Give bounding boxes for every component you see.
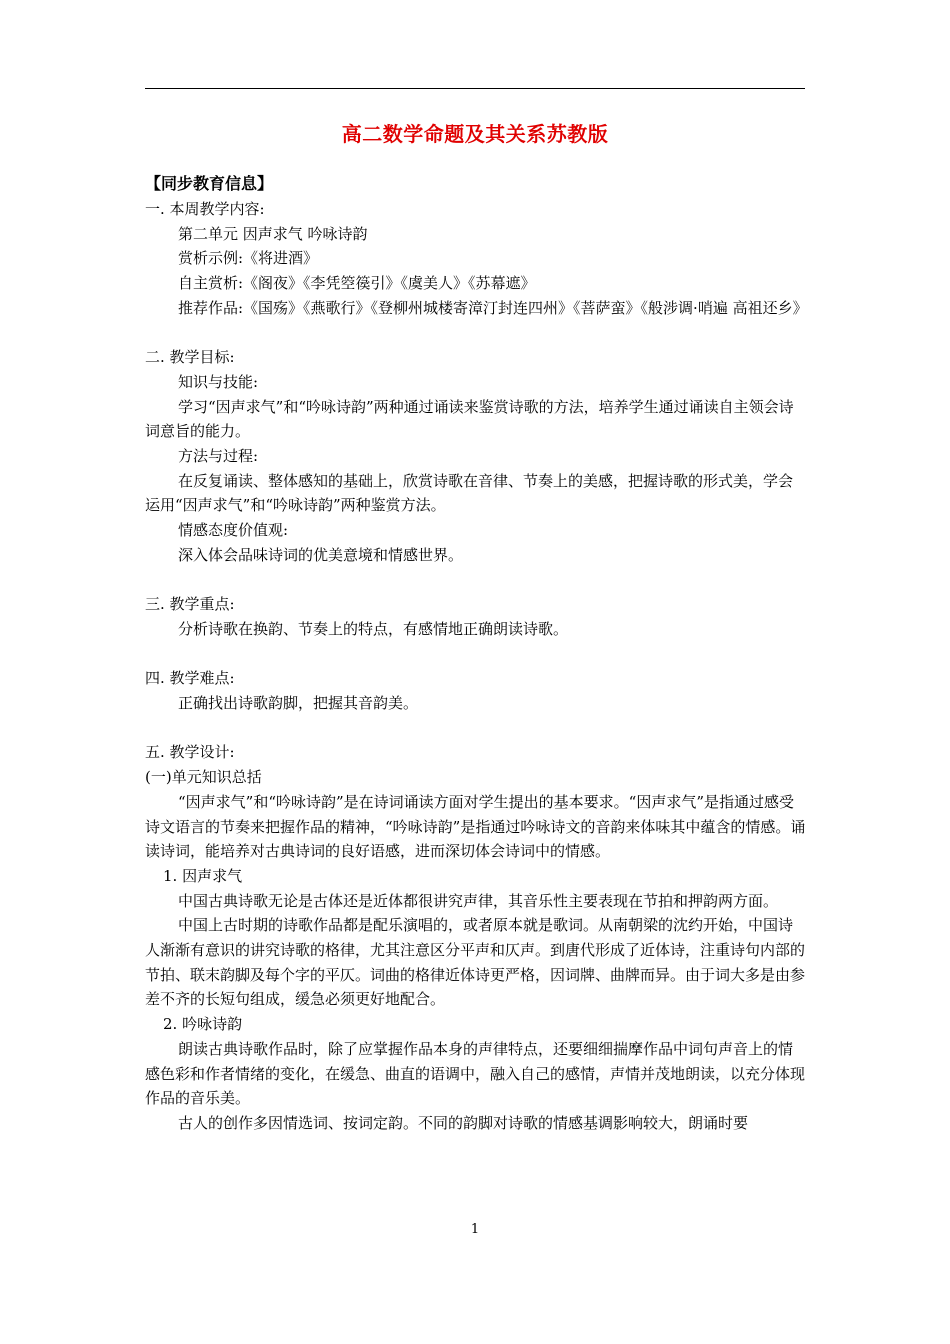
- emotion-label: 情感态度价值观:: [178, 521, 289, 540]
- section-1-heading: 一. 本周教学内容:: [145, 200, 265, 218]
- point-1-label: 1. 因声求气: [163, 866, 243, 885]
- method-text: 在反复诵读、整体感知的基础上，欣赏诗歌在音律、节奏上的美感，把握诗歌的形式美，学会运用“因声求气”和“吟咏诗韵”两种鉴赏方法。: [145, 471, 794, 515]
- sync-header: 【同步教育信息】: [145, 174, 274, 193]
- page-number: 1: [470, 1222, 480, 1237]
- header-rule: [145, 88, 805, 89]
- key-points-text: 分析诗歌在换韵、节奏上的特点，有感情地正确朗读诗歌。: [178, 619, 569, 638]
- knowledge-text: 学习“因声求气”和“吟咏诗韵”两种通过诵读来鉴赏诗歌的方法，培养学生通过诵读自主领会诗词意旨的能力。: [145, 397, 794, 441]
- subsection-1-heading: (一)单元知识总括: [145, 768, 262, 787]
- point-1-paragraph-a: 中国古典诗歌无论是古体还是近体都很讲究声律，其音乐性主要表现在节拍和押韵两方面。: [178, 891, 779, 910]
- document-title: 高二数学命题及其关系苏教版: [341, 122, 609, 146]
- unit-line: 第二单元 因声求气 吟咏诗韵: [178, 224, 368, 243]
- point-2-paragraph-b: 古人的创作多因情选词、按词定韵。不同的韵脚对诗歌的情感基调影响较大，朗诵时要: [178, 1113, 749, 1132]
- section-3-heading: 三. 教学重点:: [145, 595, 235, 614]
- self-study-line: 自主赏析:《阁夜》《李凭箜篌引》《虞美人》《苏幕遮》: [178, 274, 536, 293]
- method-label: 方法与过程:: [178, 447, 259, 466]
- recommend-line: 推荐作品:《国殇》《燕歌行》《登柳州城楼寄漳汀封连四州》《菩萨蛮》《般涉调·哨遍 高祖还乡》: [178, 298, 808, 317]
- example-line: 赏析示例:《将进酒》: [178, 249, 319, 268]
- knowledge-label: 知识与技能:: [178, 372, 259, 391]
- section-2-heading: 二. 教学目标:: [145, 348, 235, 367]
- point-2-label: 2. 吟咏诗韵: [163, 1015, 243, 1034]
- emotion-text: 深入体会品味诗词的优美意境和情感世界。: [178, 545, 464, 564]
- document-body: [145, 170, 807, 1136]
- intro-paragraph: “因声求气”和“吟咏诗韵”是在诗词诵读方面对学生提出的基本要求。“因声求气”是指通过感受诗文语言的节奏来把握作品的精神，“吟咏诗韵”是指通过吟咏诗文的音韵来体味其中蕴含的情感。诵读诗词，能培养对古典诗词的良好语感，进而深切体会诗词中的情感。: [145, 792, 806, 861]
- section-4-heading: 四. 教学难点:: [145, 669, 235, 688]
- point-2-paragraph-a: 朗读古典诗歌作品时，除了应掌握作品本身的声律特点，还要细细揣摩作品中词句声音上的情感色彩和作者情绪的变化，在缓急、曲直的语调中，融入自己的感情，声情并茂地朗读，以充分体现作品的音乐美。: [145, 1039, 806, 1108]
- section-5-heading: 五. 教学设计:: [145, 743, 235, 762]
- difficulties-text: 正确找出诗歌韵脚，把握其音韵美。: [178, 694, 419, 713]
- point-1-paragraph-b: 中国上古时期的诗歌作品都是配乐演唱的，或者原本就是歌词。从南朝梁的沈约开始，中国诗人渐渐有意识的讲究诗歌的格律，尤其注意区分平声和仄声。到唐代形成了近体诗，注重诗句内部的节拍、联末韵脚及每个字的平仄。词曲的格律近体诗更严格，因词牌、曲牌而异。由于词大多是由参差不齐的长短句组成，缓急必须更好地配合。: [145, 916, 806, 1009]
